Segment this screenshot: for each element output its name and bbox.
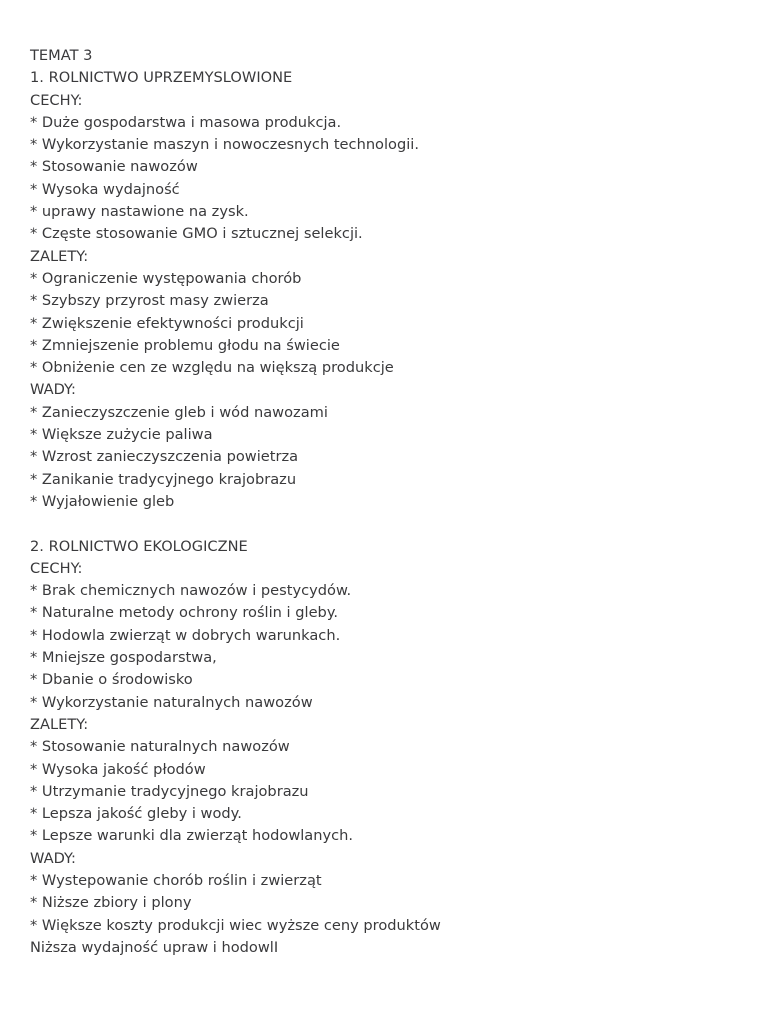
text-line: * Mniejsze gospodarstwa, bbox=[30, 649, 217, 667]
text-line: 1. ROLNICTWO UPRZEMYSLOWIONE bbox=[30, 69, 293, 87]
text-line: * Wyjałowienie gleb bbox=[30, 492, 175, 510]
text-line: * Zanikanie tradycyjnego krajobrazu bbox=[30, 470, 297, 488]
text-line: * Stosowanie naturalnych nawozów bbox=[30, 738, 290, 756]
text-line: * Zwiększenie efektywności produkcji bbox=[30, 314, 304, 332]
text-line: * uprawy nastawione na zysk. bbox=[30, 203, 249, 221]
text-line: * Wysoka jakość płodów bbox=[30, 760, 206, 778]
text-line: * Wysoka wydajność bbox=[30, 180, 180, 198]
text-line: * Ograniczenie występowania chorób bbox=[30, 269, 302, 287]
text-line: * Wykorzystanie maszyn i nowoczesnych technologii. bbox=[30, 136, 419, 154]
text-line: ZALETY: bbox=[30, 247, 89, 265]
text-line: WADY: bbox=[30, 849, 76, 867]
text-line: * Zmniejszenie problemu głodu na świecie bbox=[30, 336, 340, 354]
text-line: * Wykorzystanie naturalnych nawozów bbox=[30, 693, 313, 711]
text-line: * Hodowla zwierząt w dobrych warunkach. bbox=[30, 626, 341, 644]
note-body bbox=[30, 45, 750, 959]
text-line: * Wystepowanie chorób roślin i zwierząt bbox=[30, 871, 322, 889]
text-line: * Większe koszty produkcji wiec wyższe ceny produktów bbox=[30, 916, 441, 934]
text-line: * Dbanie o środowisko bbox=[30, 671, 193, 689]
text-line: * Wzrost zanieczyszczenia powietrza bbox=[30, 448, 299, 466]
text-line: 2. ROLNICTWO EKOLOGICZNE bbox=[30, 537, 248, 555]
text-line: * Lepsza jakość gleby i wody. bbox=[30, 805, 242, 823]
text-line: CECHY: bbox=[30, 91, 83, 109]
text-line: * Szybszy przyrost masy zwierza bbox=[30, 292, 269, 310]
text-line: Niższa wydajność upraw i hodowlI bbox=[30, 938, 279, 956]
text-line: * Niższe zbiory i plony bbox=[30, 894, 192, 912]
text-line: * Naturalne metody ochrony roślin i gleby. bbox=[30, 604, 339, 622]
text-line: * Zanieczyszczenie gleb i wód nawozami bbox=[30, 403, 328, 421]
text-line: CECHY: bbox=[30, 559, 83, 577]
text-line: * Lepsze warunki dla zwierząt hodowlanych. bbox=[30, 827, 354, 845]
text-line: ZALETY: bbox=[30, 715, 89, 733]
text-line: * Brak chemicznych nawozów i pestycydów. bbox=[30, 582, 352, 600]
text-line: * Stosowanie nawozów bbox=[30, 158, 198, 176]
text-line: * Większe zużycie paliwa bbox=[30, 426, 213, 444]
text-line: * Częste stosowanie GMO i sztucznej selekcji. bbox=[30, 225, 363, 243]
text-line: * Duże gospodarstwa i masowa produkcja. bbox=[30, 113, 342, 131]
text-line: * Utrzymanie tradycyjnego krajobrazu bbox=[30, 782, 309, 800]
text-line: WADY: bbox=[30, 381, 76, 399]
text-line: * Obniżenie cen ze względu na większą produkcje bbox=[30, 359, 394, 377]
text-line: TEMAT 3 bbox=[30, 47, 93, 64]
blank-line bbox=[30, 513, 750, 535]
